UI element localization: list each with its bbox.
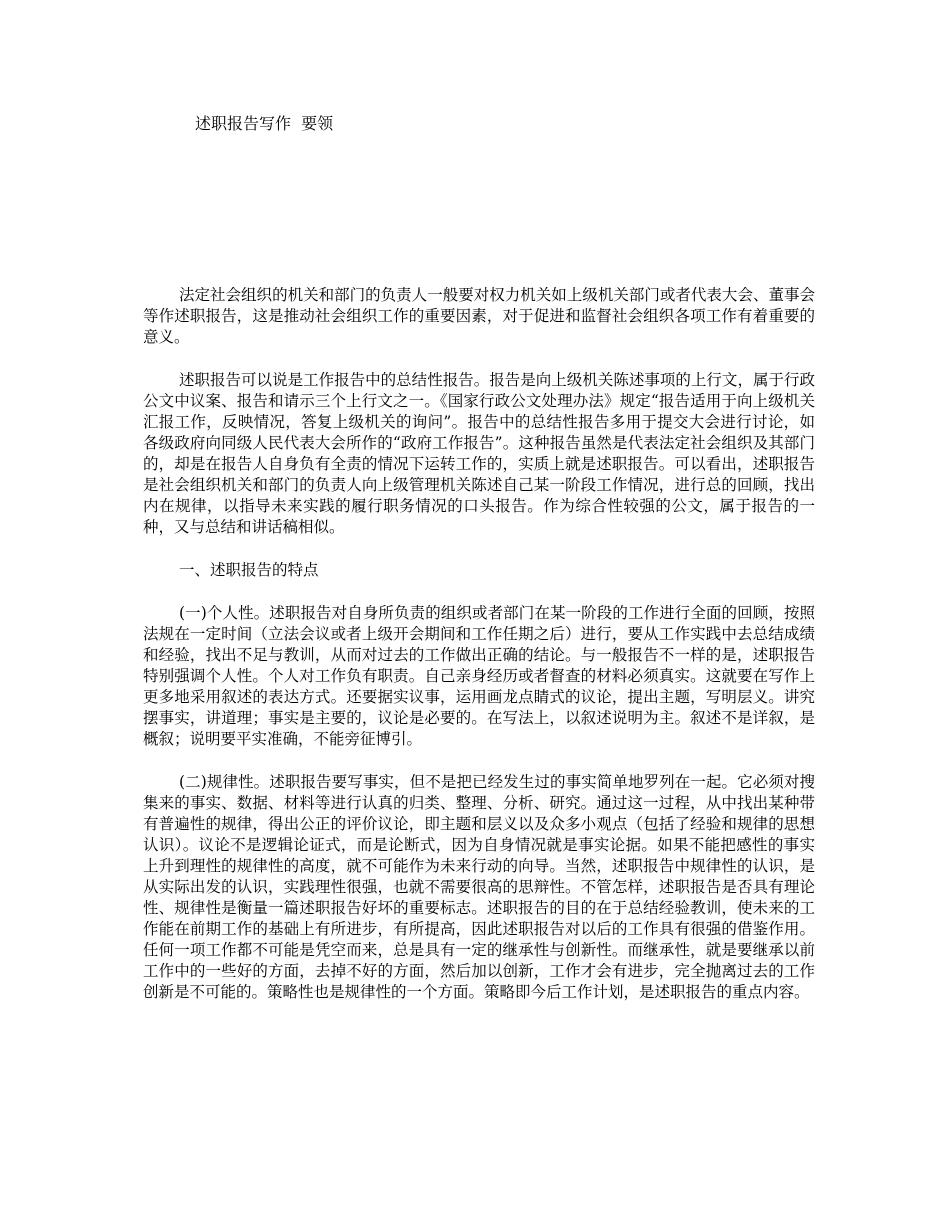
document-title: 述职报告写作 要领	[195, 114, 334, 133]
section-heading: 一、述职报告的特点	[179, 561, 319, 579]
point-personal-paragraph: (一)个人性。述职报告对自身所负责的组织或者部门在某一阶段的工作进行全面的回顾，按照法规在一定时间（立法会议或者上级开会期间和工作任期之后）进行，要从工作实践中去总结成绩和经验，找出不足与教训，从而对过去的工作做出正确的结论。与一般报告不一样的是，述职报告特别强调个人性。个人对工作负有职责。自己亲身经历或者督查的材料必须真实。这就要在写作上更多地采用叙述的表达方式。还要据实议事，运用画龙点睛式的议论，提出主题，写明层义。讲究摆事实，讲道理；事实是主要的，议论是必要的。在写法上，以叙述说明为主。叙述不是详叙，是概叙；说明要平实准确，不能旁征博引。	[143, 604, 815, 748]
intro-paragraph: 法定社会组织的机关和部门的负责人一般要对权力机关如上级机关部门或者代表大会、董事会等作述职报告，这是推动社会组织工作的重要因素，对于促进和监督社会组织各项工作有着重要的意义。	[143, 286, 815, 346]
definition-paragraph: 述职报告可以说是工作报告中的总结性报告。报告是向上级机关陈述事项的上行文，属于行政公文中议案、报告和请示三个上行文之一。《国家行政公文处理办法》规定“报告适用于向上级机关汇报工作，反映情况，答复上级机关的询问”。报告中的总结性报告多用于提交大会进行讨论，如各级政府向同级人民代表大会所作的“政府工作报告”。这种报告虽然是代表法定社会组织及其部门的，却是在报告人自身负有全责的情况下运转工作的，实质上就是述职报告。可以看出，述职报告是社会组织机关和部门的负责人向上级管理机关陈述自己某一阶段工作情况，进行总的回顾，找出内在规律，以指导未来实践的履行职务情况的口头报告。作为综合性较强的公文，属于报告的一种，又与总结和讲话稿相似。	[143, 371, 815, 536]
document-body	[143, 285, 815, 1025]
point-regularity-paragraph: (二)规律性。述职报告要写事实，但不是把已经发生过的事实简单地罗列在一起。它必须对搜集来的事实、数据、材料等进行认真的归类、整理、分析、研究。通过这一过程，从中找出某种带有普遍性的规律，得出公正的评价议论，即主题和层义以及众多小观点（包括了经验和规律的思想认识）。议论不是逻辑论证式，而是论断式，因为自身情况就是事实论据。如果不能把感性的事实上升到理性的规律性的高度，就不可能作为未来行动的向导。当然，述职报告中规律性的认识，是从实际出发的认识，实践理性很强，也就不需要很高的思辩性。不管怎样，述职报告是否具有理论性、规律性是衡量一篇述职报告好坏的重要标志。述职报告的目的在于总结经验教训，使未来的工作能在前期工作的基础上有所进步，有所提高，因此述职报告对以后的工作具有很强的借鉴作用。任何一项工作都不可能是凭空而来，总是具有一定的继承性与创新性。而继承性，就是要继承以前工作中的一些好的方面，去掉不好的方面，然后加以创新，工作才会有进步，完全抛离过去的工作创新是不可能的。策略性也是规律性的一个方面。策略即今后工作计划，是述职报告的重点内容。	[143, 773, 815, 1001]
